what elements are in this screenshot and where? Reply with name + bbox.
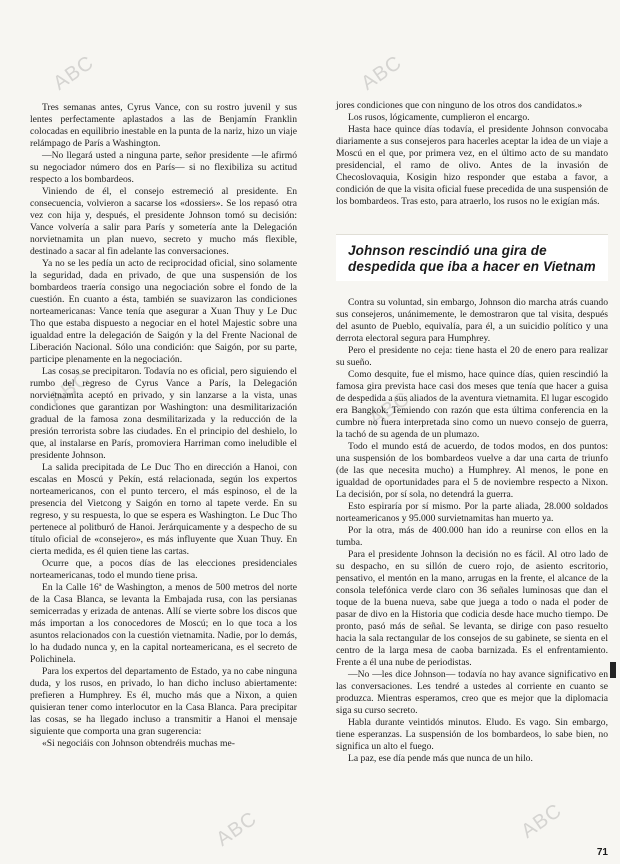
watermark: ABC	[357, 51, 407, 95]
paragraph: Contra su voluntad, sin embargo, Johnson dio marcha atrás cuando sus consejeros, unánimemente, le demostraron que tal visita, después del asunto de Pueblo, equivalía, para él, a un suicidio político y una derrota electoral segura para Humphrey.	[336, 297, 608, 344]
paragraph: Esto espiraría por sí mismo. Por la parte aliada, 28.000 soldados norteamericanos y 95.000 survietnamitas han muerto ya.	[336, 501, 608, 524]
paragraph: Para el presidente Johnson la decisión no es fácil. Al otro lado de su despacho, en su sillón de cuero rojo, de asiento escritorio, pensativo, el mentón en la mano, arrugas en la frente, el alcance de la consola telefónica verde claro con 36 señales luminosas que dan el toque de la buena nueva, sabe que juega a todo o nada el poder de pasar de divo en la Historia que codicia desde hace mucho tiempo. De pronto, pasó más de señal. Se levanta, se dirige con paso resuelto hacia la sala rectangular de los consejos de su gabinete, se sienta en el centro de la larga mesa de caoba barnizada. Es el enfrentamiento. Frente a él una nube de periodistas.	[336, 549, 608, 668]
left-column	[30, 102, 297, 750]
page-number: 71	[596, 847, 608, 858]
paragraph: Habla durante veintidós minutos. Eludo. Es vago. Sin embargo, tiene esperanzas. La suspensión de los bombardeos, lo sabe bien, no significa un alto el fuego.	[336, 717, 608, 752]
paragraph: Pero el presidente no ceja: tiene hasta el 20 de enero para realizar su sueño.	[336, 345, 608, 368]
paragraph: Ocurre que, a pocos días de las elecciones presidenciales norteamericanas, todo el mundo tiene prisa.	[30, 558, 297, 581]
paragraph: —No llegará usted a ninguna parte, señor presidente —le afirmó su negociador número dos en París— si no flexibiliza su actitud respecto a los bombardeos.	[30, 150, 297, 185]
paragraph: jores condiciones que con ninguno de los otros dos candidatos.»	[336, 100, 583, 111]
right-column	[336, 100, 608, 765]
paragraph: «Si negociáis con Johnson obtendréis muchas me-	[42, 738, 235, 749]
paragraph: Todo el mundo está de acuerdo, de todos modos, en dos puntos: una suspensión de los bombardeos vuelve a dar una carta de triunfo (de las que necesita mucho) a Humphrey. Al menos, le pone en igualdad de oportunidades para el 5 de noviembre respecto a Nixon. La decisión, por sí sola, no detendrá la guerra.	[336, 441, 608, 500]
paragraph: La salida precipitada de Le Duc Tho en dirección a Hanoi, con escalas en Moscú y Pekín, está relacionada, según los expertos norteamericanos, con el punto tercero, el más espinoso, el de la presencia del Vietcong y Saigón en torno al tapete verde. En su regreso, y su respuesta, lo que se espera es Washington. Le Duc Tho pertenece al politburó de Hanoi. Jerárquicamente y a despecho de su título oficial de «consejero», es más influyente que Xuan Thuy. En cierta medida, es él quien tiene las cartas.	[30, 462, 297, 557]
paragraph: Por la otra, más de 400.000 han ido a reunirse con ellos en la tumba.	[336, 525, 608, 548]
section-headline: Johnson rescindió una gira de despedida que iba a hacer en Vietnam	[348, 243, 596, 274]
paragraph: En la Calle 16ª de Washington, a menos de 500 metros del norte de la Casa Blanca, se levanta la Embajada rusa, con las persianas semicerradas y erizada de antenas. Allí se vierte sobre los discos que más importan a los conocedores de Moscú; en lo que toca a los asuntos relacionados con la cuestión vietnamita. Nadie, por lo demás, lo ha dudado nunca y, en la capital norteamericana, es el secreto de Polichinela.	[30, 582, 297, 665]
edge-mark	[610, 662, 616, 678]
paragraph: Hasta hace quince días todavía, el presidente Johnson convocaba diariamente a sus consejeros para hacerles aceptar la idea de un viaje a Moscú en el que, por primera vez, en el último acto de su mandato presidencial, el ramo de olivo. Antes de la invasión de Checoslovaquia, Kosigin hizo responder que estaba a favor, a condición de que la visita oficial fuese precedida de una suspensión de los bombardeos. Tras esto, para atraerlo, los rusos no le exigían más.	[336, 124, 608, 207]
paragraph: Viniendo de él, el consejo estremeció al presidente. En consecuencia, volvieron a sacarse los «dossiers». Se los repasó otra vez con hija y, después, el presidente Johnson tomó su decisión: Vance volvería a salir para París y sometería ante la Delegación norvietnamita un plan nuevo, secreto y mucho más flexible, destinado a sacar al fin adelante las conversaciones.	[30, 186, 297, 257]
watermark: ABC	[49, 51, 99, 95]
watermark: ABC	[517, 799, 567, 843]
section-headline-box	[336, 234, 608, 281]
paragraph: Las cosas se precipitaron. Todavía no es oficial, pero siguiendo el rumbo del regreso de Cyrus Vance a París, la Delegación norvietnamita aceptó en privado, y sin lanzarse a la vista, unas condiciones que garantizan por Washington: una desmilitarización gradual de la famosa zona desmilitarizada y la reducción de la presión terrorista sobre las ciudades. En el principio del deshielo, lo que, al instalarse en París, promoviera Harriman como ineludible el presidente Johnson.	[30, 366, 297, 461]
paragraph: Como desquite, fue el mismo, hace quince días, quien rescindió la famosa gira prevista hace casi dos meses que tenía que hacer a guisa de despedida a sus aliados de la aventura vietnamita. El lugar escogido era Bangkok. Temiendo con razón que esta última conferencia en la cumbre no fuera interpretada sino como un nuevo consejo de guerra, la tachó de su agenda de un plumazo.	[336, 369, 608, 440]
watermark: ABC	[45, 367, 95, 411]
paragraph: Para los expertos del departamento de Estado, ya no cabe ninguna duda, y los rusos, en privado, lo han dicho incluso abiertamente: prefieren a Humphrey. Es él, mucho más que a Nixon, a quien quisieran tener como interlocutor en la Casa Blanca. Para precipitar las cosas, se ha llegado incluso a transmitir a Hanoi el mensaje siguiente que comporta una gran sugerencia:	[30, 666, 297, 737]
watermark: ABC	[365, 387, 415, 431]
paragraph: —No —les dice Johnson— todavía no hay avance significativo en las conversaciones. Les tendré a ustedes al corriente en cuanto se produzca. Mientras esperamos, creo que es mejor que la diplomacia siga su curso secreto.	[336, 669, 608, 716]
watermark: ABC	[212, 807, 262, 851]
paragraph: Ya no se les pedía un acto de reciprocidad oficial, sino solamente la seguridad, dada en privado, de que una suspensión de los bombardeos traería consigo una negociación sobre el fondo de la cuestión. En cuanto a ésta, también se suavizaron las condiciones norteamericanas: Vance tenía que asegurar a Xuan Thuy y Le Duc Tho que estaba dispuesto a negociar en el hotel Majestic sobre una igualdad entre la delegación de Saigón y la del Frente Nacional de Liberación Nacional. Sólo una condición: que Saigón, por su parte, participe plenamente en la negociación.	[30, 258, 297, 365]
paragraph: Los rusos, lógicamente, cumplieron el encargo.	[348, 112, 530, 123]
paragraph: La paz, ese día pende más que nunca de un hilo.	[348, 753, 533, 764]
paragraph: Tres semanas antes, Cyrus Vance, con su rostro juvenil y sus lentes perfectamente aplastados a las de Benjamín Franklin colocadas en equilibrio inestable en la punta de la nariz, hizo un viaje relámpago de París a Washington.	[30, 102, 297, 149]
